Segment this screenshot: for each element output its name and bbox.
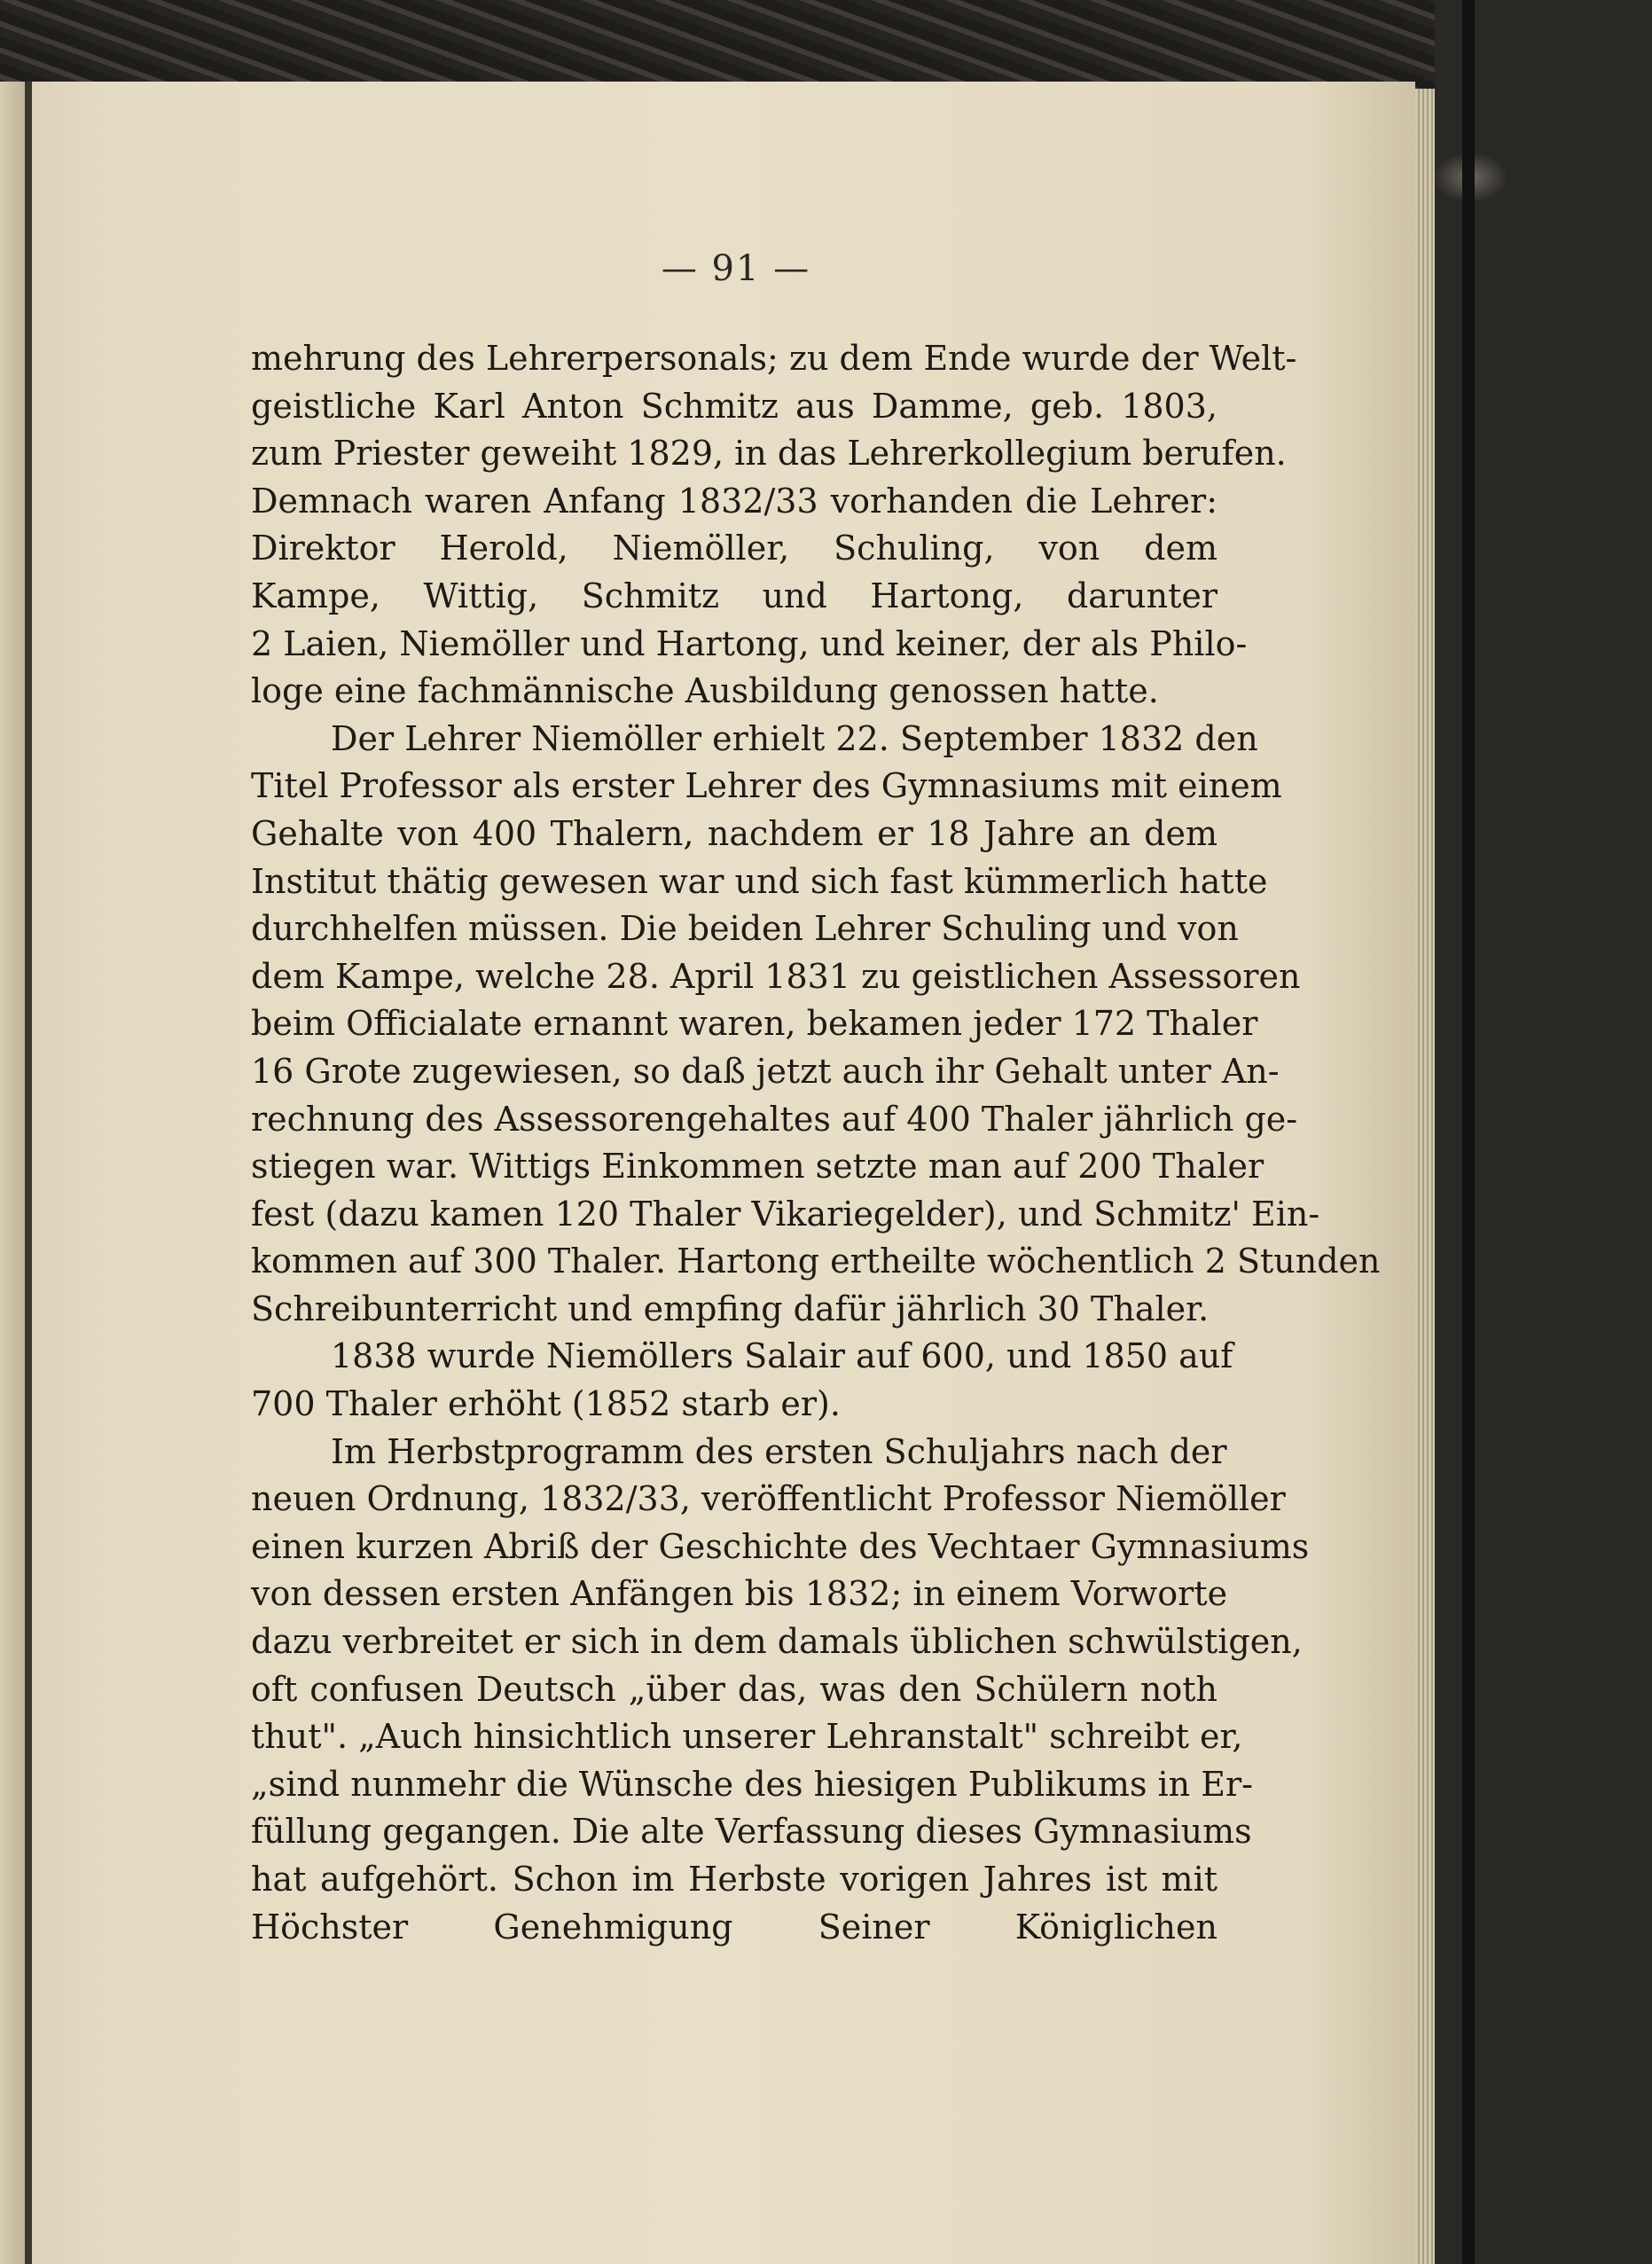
text-line: Schreibunterricht und empfing dafür jährlich 30 Thaler. bbox=[251, 1289, 1210, 1328]
text-line: Der Lehrer Niemöller erhielt 22. September 1832 den bbox=[331, 718, 1258, 758]
text-line: Institut thätig gewesen war und sich fast kümmerlich hatte bbox=[251, 861, 1268, 901]
text-line: neuen Ordnung, 1832/33, veröffentlicht Professor Niemöller bbox=[251, 1479, 1286, 1519]
text-line: Direktor Herold, Niemöller, Schuling, von dem bbox=[251, 529, 1217, 568]
text-line: Demnach waren Anfang 1832/33 vorhanden die Lehrer: bbox=[251, 481, 1217, 521]
text-line: 16 Grote zugewiesen, so daß jetzt auch ihr Gehalt unter An- bbox=[251, 1051, 1280, 1091]
text-line: Kampe, Wittig, Schmitz und Hartong, darunter bbox=[251, 576, 1217, 615]
book-binding-top bbox=[0, 0, 1652, 89]
text-line: geistliche Karl Anton Schmitz aus Damme, geb. 1803, bbox=[251, 386, 1217, 426]
text-line: füllung gegangen. Die alte Verfassung dieses Gymnasiums bbox=[251, 1812, 1252, 1852]
page-number: — 91 — bbox=[661, 248, 811, 289]
text-line: durchhelfen müssen. Die beiden Lehrer Schuling und von bbox=[251, 909, 1239, 949]
text-line: Titel Professor als erster Lehrer des Gymnasiums mit einem bbox=[251, 766, 1282, 806]
text-line: 700 Thaler erhöht (1852 starb er). bbox=[251, 1384, 841, 1424]
text-line: beim Officialate ernannt waren, bekamen jeder 172 Thaler bbox=[251, 1004, 1258, 1044]
text-line: von dessen ersten Anfängen bis 1832; in einem Vorworte bbox=[251, 1574, 1228, 1614]
body-text bbox=[251, 335, 1381, 1951]
text-line: einen kurzen Abriß der Geschichte des Vechtaer Gymnasiums bbox=[251, 1526, 1310, 1566]
page-stack-edge bbox=[1415, 89, 1435, 2264]
text-line: loge eine fachmännische Ausbildung genossen hatte. bbox=[251, 671, 1159, 711]
text-line: „sind nunmehr die Wünsche des hiesigen Publikums in Er- bbox=[251, 1764, 1253, 1804]
text-line: hat aufgehört. Schon im Herbste vorigen Jahres ist mit bbox=[251, 1860, 1217, 1899]
left-page-edge bbox=[0, 82, 25, 2264]
text-line: Im Herbstprogramm des ersten Schuljahrs nach der bbox=[331, 1431, 1227, 1471]
binding-edge bbox=[1462, 0, 1475, 2264]
text-line: mehrung des Lehrerpersonals; zu dem Ende wurde der Welt- bbox=[251, 339, 1297, 378]
text-line: dem Kampe, welche 28. April 1831 zu geistlichen Assessoren bbox=[251, 956, 1301, 996]
text-line: 1838 wurde Niemöllers Salair auf 600, und 1850 auf bbox=[331, 1336, 1233, 1376]
text-line: stiegen war. Wittigs Einkommen setzte man auf 200 Thaler bbox=[251, 1147, 1264, 1187]
text-line: zum Priester geweiht 1829, in das Lehrerkollegium berufen. bbox=[251, 434, 1287, 474]
text-line: 2 Laien, Niemöller und Hartong, und keiner, der als Philo- bbox=[251, 623, 1248, 663]
text-line: dazu verbreitet er sich in dem damals üblichen schwülstigen, bbox=[251, 1622, 1303, 1662]
text-line: Höchster Genehmigung Seiner Königlichen bbox=[251, 1907, 1217, 1947]
text-line: fest (dazu kamen 120 Thaler Vikariegelder), und Schmitz' Ein- bbox=[251, 1194, 1320, 1234]
text-line: Gehalte von 400 Thalern, nachdem er 18 Jahre an dem bbox=[251, 813, 1217, 853]
text-line: oft confusen Deutsch „über das, was den Schülern noth bbox=[251, 1669, 1217, 1709]
text-line: thut". „Auch hinsichtlich unserer Lehranstalt" schreibt er, bbox=[251, 1717, 1243, 1757]
text-line: rechnung des Assessorengehaltes auf 400 Thaler jährlich ge- bbox=[251, 1099, 1298, 1139]
gutter-shadow bbox=[25, 82, 32, 2264]
text-line: kommen auf 300 Thaler. Hartong ertheilte wöchentlich 2 Stunden bbox=[251, 1242, 1381, 1281]
